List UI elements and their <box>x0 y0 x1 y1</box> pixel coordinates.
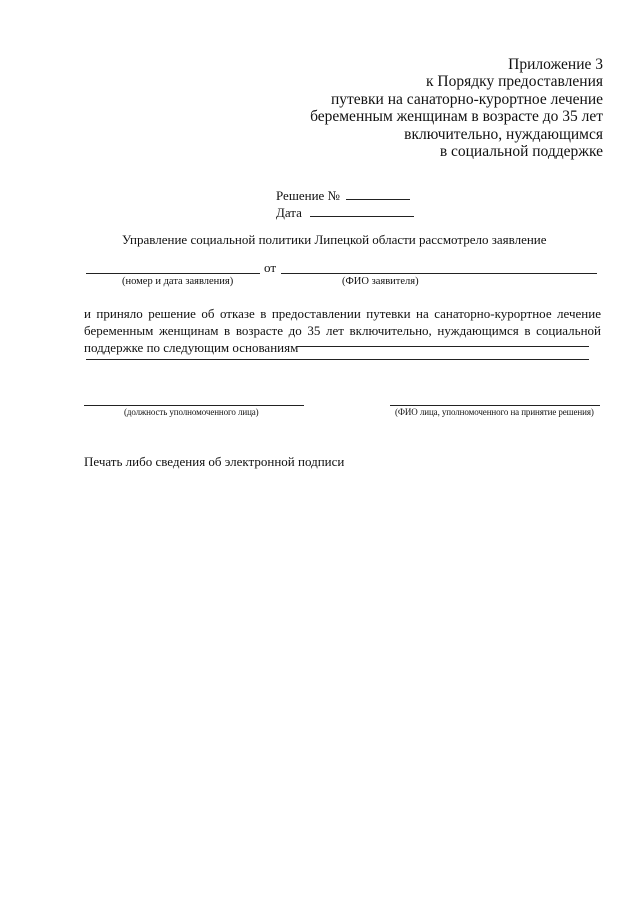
decision-number-blank <box>346 188 410 200</box>
appendix-line: в социальной поддержке <box>439 143 603 161</box>
decision-block <box>276 187 414 221</box>
caption-fio: (ФИО лица, уполномоченного на принятие решения) <box>395 407 594 417</box>
appendix-line: к Порядку предоставления <box>426 73 603 91</box>
applicant-name-line <box>281 273 597 274</box>
seal-note: Печать либо сведения об электронной подписи <box>84 454 345 469</box>
appendix-line: беременным женщинам в возрасте до 35 лет <box>310 108 603 126</box>
refusal-paragraph: и приняло решение об отказе в предоставлении путевки на санаторно-курортное лечение беременным женщинам в возрасте до 35 лет включительно, нуждающимся в социальной поддержке по следующим основаниям <box>84 306 601 355</box>
appendix-line: Приложение 3 <box>508 56 603 73</box>
application-number-line <box>86 273 260 274</box>
decision-date-label: Дата <box>276 205 302 220</box>
grounds-line-1 <box>296 346 589 347</box>
decision-date-blank <box>310 205 414 217</box>
decision-number-label: Решение № <box>276 188 340 203</box>
caption-number-date: (номер и дата заявления) <box>122 276 234 287</box>
decision-date-row <box>276 204 414 221</box>
fio-line <box>390 405 600 406</box>
decision-number-row <box>276 187 414 204</box>
position-line <box>84 405 304 406</box>
caption-applicant: (ФИО заявителя) <box>342 276 419 287</box>
from-word: от <box>264 260 277 275</box>
appendix-line: путевки на санаторно-курортное лечение <box>330 90 603 108</box>
appendix-header <box>310 56 603 160</box>
appendix-line: включительно, нуждающимся <box>404 125 603 143</box>
caption-position: (должность уполномоченного лица) <box>124 407 259 417</box>
grounds-line-2 <box>86 359 589 360</box>
department-statement: Управление социальной политики Липецкой области рассмотрело заявление <box>122 232 547 247</box>
